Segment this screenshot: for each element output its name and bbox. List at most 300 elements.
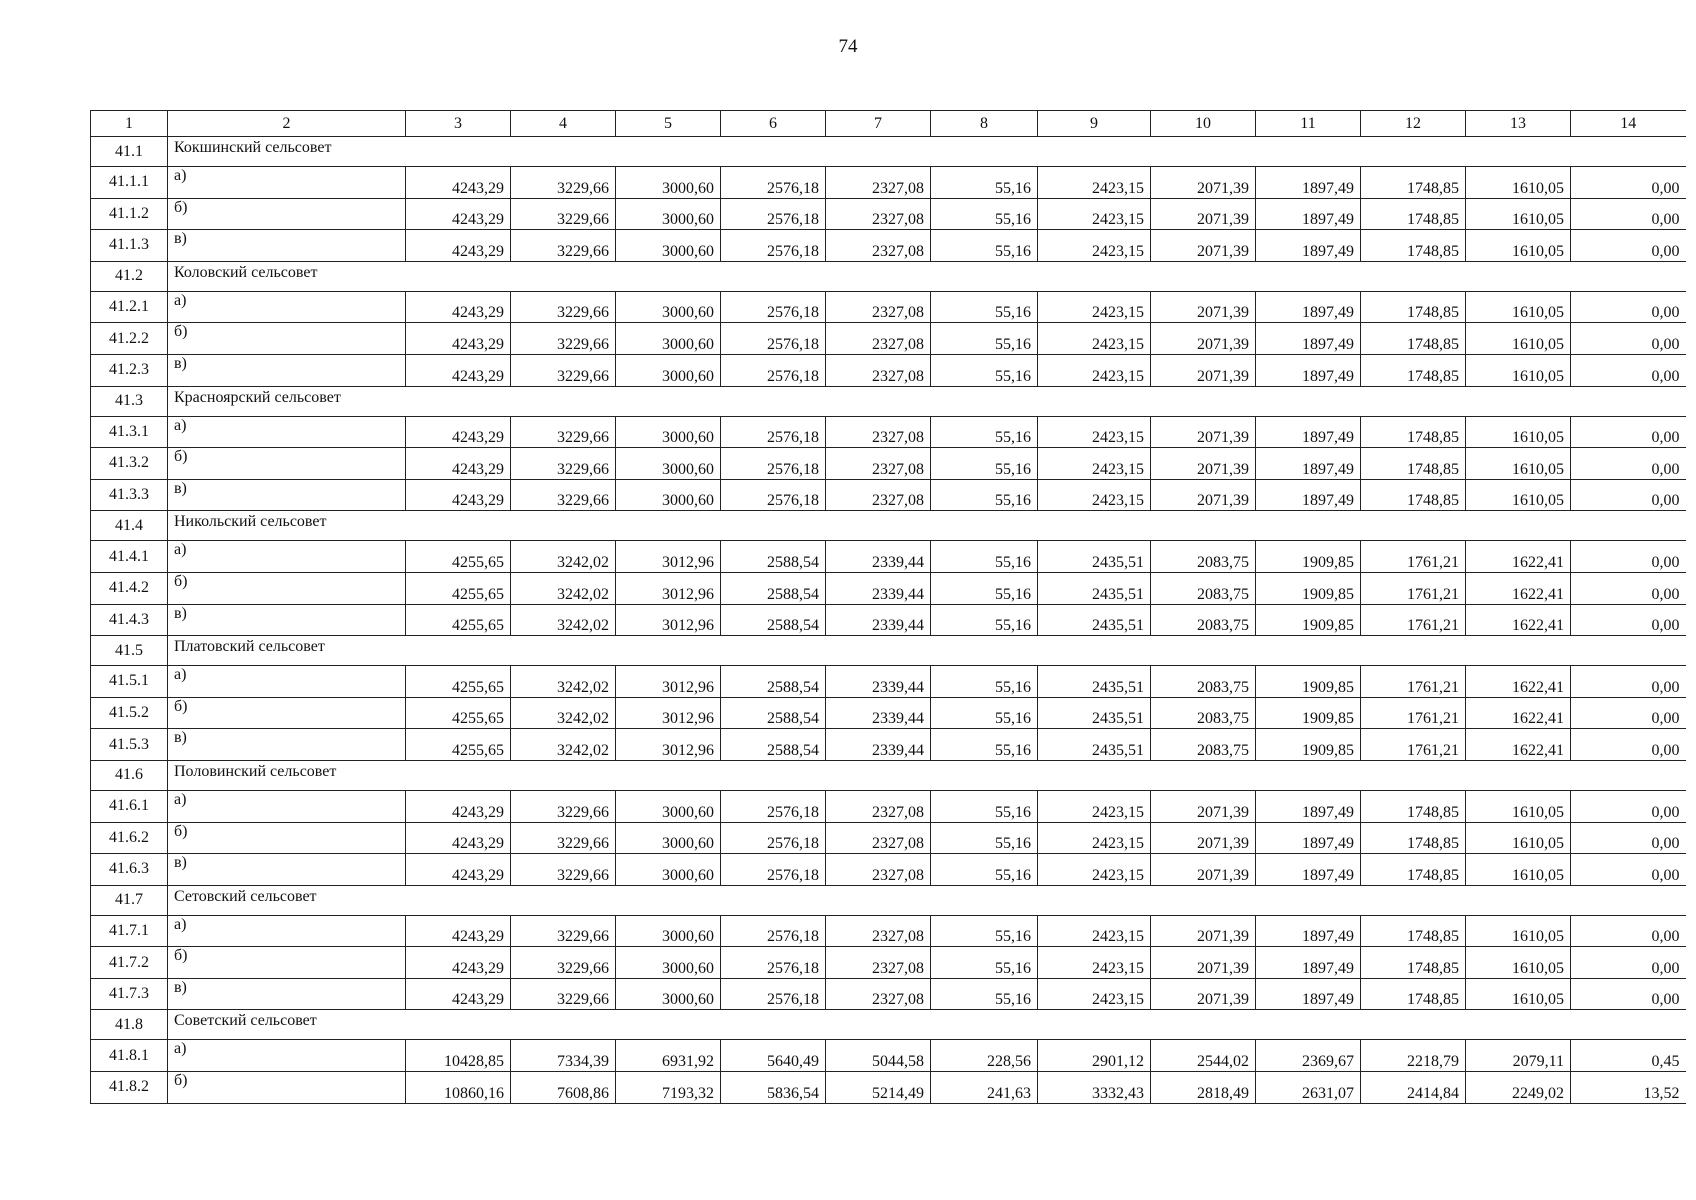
row-letter: в) (168, 978, 406, 1010)
table-row (91, 822, 1686, 854)
section-number: 41.1 (91, 137, 168, 167)
row-number: 41.1.2 (91, 198, 168, 230)
value-cell: 4243,29 (406, 822, 511, 854)
table-row (91, 572, 1686, 604)
value-cell: 0,00 (1571, 666, 1686, 698)
table-row (91, 1040, 1686, 1072)
section-name: Половинский сельсовет (168, 760, 1686, 790)
value-cell: 1909,85 (1256, 604, 1361, 636)
value-cell: 1897,49 (1256, 416, 1361, 448)
value-cell: 2071,39 (1151, 822, 1256, 854)
value-cell: 0,00 (1571, 291, 1686, 323)
value-cell: 2083,75 (1151, 697, 1256, 729)
row-number: 41.6.2 (91, 822, 168, 854)
value-cell: 2423,15 (1038, 291, 1151, 323)
value-cell: 1909,85 (1256, 729, 1361, 761)
value-cell: 2327,08 (826, 479, 931, 511)
value-cell: 3229,66 (511, 915, 616, 947)
value-cell: 3012,96 (616, 572, 721, 604)
value-cell: 7193,32 (616, 1072, 721, 1104)
value-cell: 3000,60 (616, 448, 721, 480)
row-letter: в) (168, 354, 406, 386)
column-header: 11 (1256, 111, 1361, 137)
value-cell: 3229,66 (511, 978, 616, 1010)
value-cell: 1897,49 (1256, 167, 1361, 199)
value-cell: 2544,02 (1151, 1040, 1256, 1072)
value-cell: 2071,39 (1151, 448, 1256, 480)
value-cell: 3000,60 (616, 354, 721, 386)
table-row (91, 354, 1686, 386)
column-header: 2 (168, 111, 406, 137)
value-cell: 3229,66 (511, 790, 616, 822)
value-cell: 0,00 (1571, 915, 1686, 947)
value-cell: 3229,66 (511, 822, 616, 854)
value-cell: 55,16 (931, 697, 1038, 729)
value-cell: 1897,49 (1256, 479, 1361, 511)
value-cell: 2576,18 (721, 354, 826, 386)
value-cell: 2414,84 (1361, 1072, 1466, 1104)
row-number: 41.7.1 (91, 915, 168, 947)
value-cell: 2083,75 (1151, 729, 1256, 761)
value-cell: 1748,85 (1361, 978, 1466, 1010)
value-cell: 2071,39 (1151, 230, 1256, 262)
value-cell: 2423,15 (1038, 230, 1151, 262)
value-cell: 4243,29 (406, 448, 511, 480)
value-cell: 2435,51 (1038, 729, 1151, 761)
value-cell: 1610,05 (1466, 854, 1571, 886)
value-cell: 2423,15 (1038, 978, 1151, 1010)
page-number: 74 (838, 36, 858, 57)
value-cell: 2435,51 (1038, 572, 1151, 604)
value-cell: 2327,08 (826, 323, 931, 355)
row-number: 41.5.1 (91, 666, 168, 698)
row-letter: а) (168, 790, 406, 822)
value-cell: 7608,86 (511, 1072, 616, 1104)
table-row (91, 230, 1686, 262)
row-number: 41.2.1 (91, 291, 168, 323)
value-cell: 2339,44 (826, 541, 931, 573)
value-cell: 2631,07 (1256, 1072, 1361, 1104)
value-cell: 3000,60 (616, 230, 721, 262)
value-cell: 0,00 (1571, 479, 1686, 511)
column-header: 4 (511, 111, 616, 137)
value-cell: 1909,85 (1256, 541, 1361, 573)
row-number: 41.4.2 (91, 572, 168, 604)
value-cell: 1610,05 (1466, 947, 1571, 979)
value-cell: 4243,29 (406, 198, 511, 230)
value-cell: 55,16 (931, 448, 1038, 480)
row-number: 41.4.3 (91, 604, 168, 636)
value-cell: 5044,58 (826, 1040, 931, 1072)
value-cell: 1610,05 (1466, 230, 1571, 262)
value-cell: 2588,54 (721, 541, 826, 573)
tariff-table (90, 110, 1686, 1104)
value-cell: 1748,85 (1361, 323, 1466, 355)
value-cell: 4243,29 (406, 978, 511, 1010)
row-letter: б) (168, 947, 406, 979)
value-cell: 2818,49 (1151, 1072, 1256, 1104)
section-number: 41.8 (91, 1010, 168, 1040)
value-cell: 1748,85 (1361, 915, 1466, 947)
value-cell: 0,00 (1571, 448, 1686, 480)
value-cell: 2901,12 (1038, 1040, 1151, 1072)
row-letter: в) (168, 854, 406, 886)
section-row (91, 636, 1686, 666)
value-cell: 3229,66 (511, 323, 616, 355)
value-cell: 3000,60 (616, 291, 721, 323)
value-cell: 1897,49 (1256, 323, 1361, 355)
value-cell: 0,00 (1571, 541, 1686, 573)
value-cell: 3242,02 (511, 572, 616, 604)
value-cell: 2576,18 (721, 822, 826, 854)
section-row (91, 137, 1686, 167)
value-cell: 55,16 (931, 230, 1038, 262)
value-cell: 2423,15 (1038, 822, 1151, 854)
row-number: 41.3.3 (91, 479, 168, 511)
value-cell: 1748,85 (1361, 947, 1466, 979)
row-letter: в) (168, 729, 406, 761)
value-cell: 2071,39 (1151, 915, 1256, 947)
value-cell: 1610,05 (1466, 291, 1571, 323)
table-row (91, 915, 1686, 947)
value-cell: 241,63 (931, 1072, 1038, 1104)
value-cell: 1610,05 (1466, 915, 1571, 947)
table-row (91, 666, 1686, 698)
value-cell: 1748,85 (1361, 854, 1466, 886)
value-cell: 2327,08 (826, 947, 931, 979)
value-cell: 2071,39 (1151, 198, 1256, 230)
value-cell: 4243,29 (406, 291, 511, 323)
value-cell: 4243,29 (406, 416, 511, 448)
value-cell: 4255,65 (406, 541, 511, 573)
value-cell: 1610,05 (1466, 822, 1571, 854)
value-cell: 3000,60 (616, 915, 721, 947)
section-number: 41.7 (91, 885, 168, 915)
value-cell: 2576,18 (721, 790, 826, 822)
value-cell: 1897,49 (1256, 291, 1361, 323)
value-cell: 3000,60 (616, 479, 721, 511)
value-cell: 3229,66 (511, 354, 616, 386)
row-number: 41.2.2 (91, 323, 168, 355)
value-cell: 2423,15 (1038, 448, 1151, 480)
value-cell: 1622,41 (1466, 541, 1571, 573)
value-cell: 4243,29 (406, 854, 511, 886)
value-cell: 0,00 (1571, 604, 1686, 636)
value-cell: 1748,85 (1361, 479, 1466, 511)
value-cell: 1748,85 (1361, 230, 1466, 262)
value-cell: 2423,15 (1038, 323, 1151, 355)
table-row (91, 416, 1686, 448)
value-cell: 0,00 (1571, 978, 1686, 1010)
row-letter: в) (168, 230, 406, 262)
value-cell: 55,16 (931, 354, 1038, 386)
column-header: 1 (91, 111, 168, 137)
value-cell: 5640,49 (721, 1040, 826, 1072)
value-cell: 228,56 (931, 1040, 1038, 1072)
section-row (91, 760, 1686, 790)
row-letter: б) (168, 697, 406, 729)
value-cell: 2339,44 (826, 572, 931, 604)
row-letter: в) (168, 479, 406, 511)
value-cell: 1897,49 (1256, 230, 1361, 262)
value-cell: 55,16 (931, 541, 1038, 573)
row-letter: б) (168, 323, 406, 355)
value-cell: 2327,08 (826, 167, 931, 199)
table-row (91, 448, 1686, 480)
value-cell: 3229,66 (511, 448, 616, 480)
value-cell: 2423,15 (1038, 790, 1151, 822)
value-cell: 55,16 (931, 729, 1038, 761)
value-cell: 0,00 (1571, 354, 1686, 386)
value-cell: 10428,85 (406, 1040, 511, 1072)
value-cell: 1909,85 (1256, 697, 1361, 729)
row-number: 41.1.3 (91, 230, 168, 262)
value-cell: 2327,08 (826, 354, 931, 386)
value-cell: 1610,05 (1466, 354, 1571, 386)
row-number: 41.5.3 (91, 729, 168, 761)
value-cell: 4243,29 (406, 947, 511, 979)
value-cell: 2327,08 (826, 790, 931, 822)
row-letter: а) (168, 666, 406, 698)
value-cell: 55,16 (931, 167, 1038, 199)
value-cell: 1622,41 (1466, 572, 1571, 604)
value-cell: 1622,41 (1466, 666, 1571, 698)
value-cell: 1748,85 (1361, 822, 1466, 854)
row-number: 41.3.2 (91, 448, 168, 480)
value-cell: 1622,41 (1466, 697, 1571, 729)
value-cell: 3000,60 (616, 167, 721, 199)
row-letter: б) (168, 572, 406, 604)
table-row (91, 479, 1686, 511)
value-cell: 1748,85 (1361, 448, 1466, 480)
value-cell: 55,16 (931, 854, 1038, 886)
table-row (91, 198, 1686, 230)
column-header: 3 (406, 111, 511, 137)
value-cell: 0,00 (1571, 323, 1686, 355)
section-number: 41.5 (91, 636, 168, 666)
value-cell: 2327,08 (826, 291, 931, 323)
value-cell: 0,00 (1571, 697, 1686, 729)
value-cell: 1622,41 (1466, 604, 1571, 636)
value-cell: 2576,18 (721, 947, 826, 979)
value-cell: 1610,05 (1466, 416, 1571, 448)
row-number: 41.8.1 (91, 1040, 168, 1072)
value-cell: 55,16 (931, 291, 1038, 323)
value-cell: 3242,02 (511, 604, 616, 636)
value-cell: 2083,75 (1151, 666, 1256, 698)
value-cell: 5836,54 (721, 1072, 826, 1104)
table-row (91, 604, 1686, 636)
value-cell: 55,16 (931, 323, 1038, 355)
row-letter: а) (168, 541, 406, 573)
value-cell: 2435,51 (1038, 666, 1151, 698)
section-name: Коловский сельсовет (168, 261, 1686, 291)
section-number: 41.6 (91, 760, 168, 790)
table-row (91, 854, 1686, 886)
value-cell: 3000,60 (616, 198, 721, 230)
row-letter: б) (168, 448, 406, 480)
row-letter: б) (168, 1072, 406, 1104)
value-cell: 2327,08 (826, 198, 931, 230)
value-cell: 2071,39 (1151, 416, 1256, 448)
row-number: 41.3.1 (91, 416, 168, 448)
column-header: 7 (826, 111, 931, 137)
row-number: 41.5.2 (91, 697, 168, 729)
value-cell: 55,16 (931, 666, 1038, 698)
value-cell: 4255,65 (406, 729, 511, 761)
value-cell: 55,16 (931, 822, 1038, 854)
table-row (91, 291, 1686, 323)
value-cell: 1897,49 (1256, 915, 1361, 947)
value-cell: 3229,66 (511, 854, 616, 886)
value-cell: 2083,75 (1151, 541, 1256, 573)
value-cell: 4243,29 (406, 790, 511, 822)
section-row (91, 386, 1686, 416)
value-cell: 2218,79 (1361, 1040, 1466, 1072)
value-cell: 0,00 (1571, 854, 1686, 886)
value-cell: 1909,85 (1256, 666, 1361, 698)
value-cell: 1610,05 (1466, 479, 1571, 511)
column-header: 10 (1151, 111, 1256, 137)
value-cell: 4243,29 (406, 479, 511, 511)
value-cell: 1897,49 (1256, 198, 1361, 230)
value-cell: 2071,39 (1151, 167, 1256, 199)
table-row (91, 1072, 1686, 1104)
value-cell: 7334,39 (511, 1040, 616, 1072)
section-row (91, 261, 1686, 291)
column-header: 13 (1466, 111, 1571, 137)
section-row (91, 1010, 1686, 1040)
value-cell: 4255,65 (406, 604, 511, 636)
value-cell: 1897,49 (1256, 978, 1361, 1010)
value-cell: 1748,85 (1361, 354, 1466, 386)
value-cell: 2576,18 (721, 291, 826, 323)
table-row (91, 790, 1686, 822)
value-cell: 1761,21 (1361, 604, 1466, 636)
table-row (91, 697, 1686, 729)
value-cell: 1897,49 (1256, 854, 1361, 886)
value-cell: 0,00 (1571, 198, 1686, 230)
row-number: 41.4.1 (91, 541, 168, 573)
value-cell: 2071,39 (1151, 354, 1256, 386)
value-cell: 2083,75 (1151, 604, 1256, 636)
row-letter: а) (168, 167, 406, 199)
section-number: 41.3 (91, 386, 168, 416)
row-letter: а) (168, 915, 406, 947)
value-cell: 6931,92 (616, 1040, 721, 1072)
row-number: 41.8.2 (91, 1072, 168, 1104)
row-number: 41.7.3 (91, 978, 168, 1010)
value-cell: 4255,65 (406, 666, 511, 698)
header-row (91, 111, 1686, 137)
value-cell: 2083,75 (1151, 572, 1256, 604)
value-cell: 3229,66 (511, 479, 616, 511)
value-cell: 1897,49 (1256, 790, 1361, 822)
value-cell: 4255,65 (406, 572, 511, 604)
row-letter: а) (168, 291, 406, 323)
value-cell: 3000,60 (616, 947, 721, 979)
row-letter: б) (168, 198, 406, 230)
section-name: Красноярский сельсовет (168, 386, 1686, 416)
value-cell: 4243,29 (406, 230, 511, 262)
value-cell: 1761,21 (1361, 729, 1466, 761)
value-cell: 1748,85 (1361, 416, 1466, 448)
row-letter: а) (168, 1040, 406, 1072)
value-cell: 2327,08 (826, 448, 931, 480)
section-number: 41.2 (91, 261, 168, 291)
value-cell: 3242,02 (511, 666, 616, 698)
value-cell: 2327,08 (826, 230, 931, 262)
value-cell: 4243,29 (406, 354, 511, 386)
value-cell: 0,45 (1571, 1040, 1686, 1072)
value-cell: 2435,51 (1038, 604, 1151, 636)
value-cell: 2576,18 (721, 915, 826, 947)
section-name: Советский сельсовет (168, 1010, 1686, 1040)
value-cell: 4243,29 (406, 915, 511, 947)
value-cell: 2576,18 (721, 198, 826, 230)
value-cell: 3229,66 (511, 230, 616, 262)
value-cell: 1610,05 (1466, 978, 1571, 1010)
value-cell: 3229,66 (511, 416, 616, 448)
value-cell: 55,16 (931, 416, 1038, 448)
table-row (91, 978, 1686, 1010)
value-cell: 55,16 (931, 479, 1038, 511)
value-cell: 3012,96 (616, 729, 721, 761)
value-cell: 1610,05 (1466, 448, 1571, 480)
value-cell: 2423,15 (1038, 167, 1151, 199)
value-cell: 2576,18 (721, 978, 826, 1010)
value-cell: 3242,02 (511, 697, 616, 729)
value-cell: 3000,60 (616, 323, 721, 355)
value-cell: 2071,39 (1151, 479, 1256, 511)
value-cell: 3012,96 (616, 541, 721, 573)
value-cell: 2327,08 (826, 978, 931, 1010)
row-number: 41.6.3 (91, 854, 168, 886)
value-cell: 2423,15 (1038, 915, 1151, 947)
section-number: 41.4 (91, 511, 168, 541)
value-cell: 55,16 (931, 198, 1038, 230)
column-header: 14 (1571, 111, 1686, 137)
column-header: 5 (616, 111, 721, 137)
value-cell: 2423,15 (1038, 854, 1151, 886)
column-header: 12 (1361, 111, 1466, 137)
value-cell: 3000,60 (616, 416, 721, 448)
value-cell: 3012,96 (616, 697, 721, 729)
value-cell: 2071,39 (1151, 947, 1256, 979)
value-cell: 0,00 (1571, 572, 1686, 604)
value-cell: 2071,39 (1151, 790, 1256, 822)
row-letter: б) (168, 822, 406, 854)
value-cell: 2576,18 (721, 448, 826, 480)
value-cell: 2576,18 (721, 854, 826, 886)
value-cell: 2435,51 (1038, 697, 1151, 729)
value-cell: 2369,67 (1256, 1040, 1361, 1072)
value-cell: 55,16 (931, 947, 1038, 979)
value-cell: 55,16 (931, 978, 1038, 1010)
value-cell: 2423,15 (1038, 479, 1151, 511)
value-cell: 2071,39 (1151, 291, 1256, 323)
value-cell: 2588,54 (721, 572, 826, 604)
table-row (91, 323, 1686, 355)
value-cell: 0,00 (1571, 416, 1686, 448)
value-cell: 1897,49 (1256, 354, 1361, 386)
value-cell: 1897,49 (1256, 947, 1361, 979)
value-cell: 2576,18 (721, 167, 826, 199)
value-cell: 3012,96 (616, 604, 721, 636)
value-cell: 4243,29 (406, 323, 511, 355)
value-cell: 1748,85 (1361, 198, 1466, 230)
value-cell: 2071,39 (1151, 978, 1256, 1010)
